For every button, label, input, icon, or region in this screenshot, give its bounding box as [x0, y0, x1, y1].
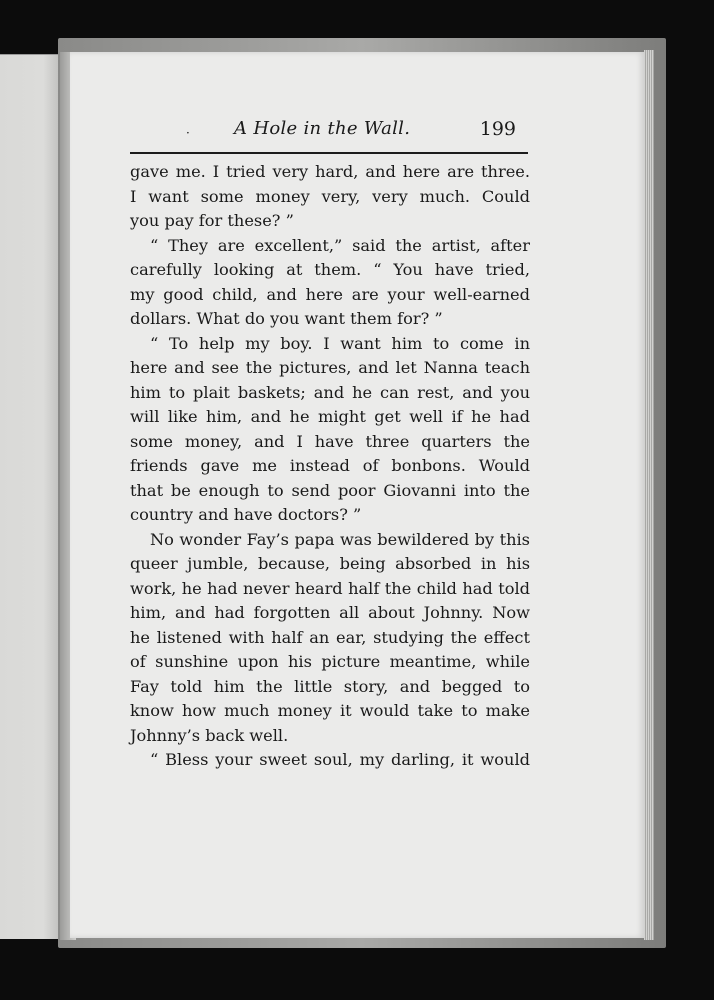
- text-line: know how much money it would take to make: [130, 701, 530, 720]
- text-line: carefully looking at them. “ You have tried,: [130, 260, 530, 279]
- text-line: will like him, and he might get well if he had: [130, 407, 530, 426]
- page-stack-edge: [644, 50, 654, 940]
- text-line: gave me. I tried very hard, and here are three.: [130, 162, 530, 181]
- text-line: you pay for these? ”: [130, 211, 294, 230]
- text-line: Fay told him the little story, and begged to: [130, 676, 530, 696]
- text-line: queer jumble, because, being absorbed in his: [130, 554, 530, 573]
- text-line: “ Bless your sweet soul, my darling, it would: [150, 750, 530, 769]
- text-line: country and have doctors? ”: [130, 505, 362, 524]
- text-line: “ To help my boy. I want him to come in: [150, 333, 530, 353]
- text-line: some money, and I have three quarters the: [130, 431, 530, 451]
- left-page-edge: [0, 54, 62, 939]
- text-line: work, he had never heard half the child had told: [130, 578, 530, 598]
- text-line: here and see the pictures, and let Nanna teach: [130, 358, 530, 377]
- body-text: [130, 160, 530, 773]
- text-line: of sunshine upon his picture meantime, while: [130, 652, 530, 671]
- text-line: that be enough to send poor Giovanni into the: [130, 480, 530, 500]
- text-line: he listened with half an ear, studying the effect: [130, 627, 530, 647]
- text-line: friends gave me instead of bonbons. Would: [130, 456, 530, 475]
- text-line: dollars. What do you want them for? ”: [130, 309, 443, 328]
- text-line: “ They are excellent,” said the artist, after: [150, 235, 530, 255]
- text-line: him to plait baskets; and he can rest, and you: [130, 382, 530, 402]
- text-line: I want some money very, very much. Could: [130, 186, 530, 206]
- text-line: Johnny’s back well.: [130, 725, 289, 745]
- text-line: my good child, and here are your well-earned: [130, 284, 530, 304]
- page-number: 199: [479, 118, 516, 140]
- running-header: [130, 116, 528, 148]
- text-line: him, and had forgotten all about Johnny. Now: [130, 603, 530, 622]
- header-rule: [130, 152, 528, 154]
- text-line: No wonder Fay’s papa was bewildered by this: [150, 529, 530, 549]
- header-dot: ·: [186, 126, 190, 140]
- running-title: A Hole in the Wall.: [234, 118, 411, 139]
